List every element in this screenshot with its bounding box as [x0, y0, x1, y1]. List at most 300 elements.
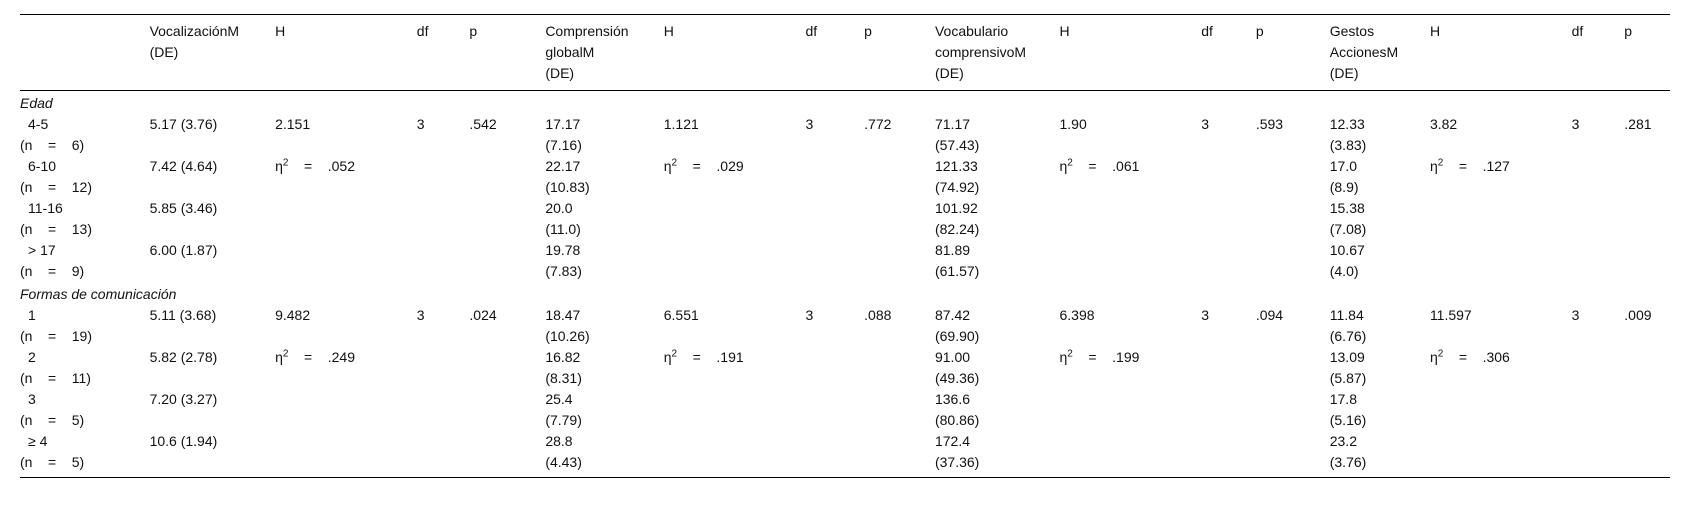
group-label: 1 [28, 307, 36, 323]
empty [150, 368, 276, 389]
column-header: Vocabulario comprensivoM (DE) [934, 23, 1027, 81]
vocalizacion-value: 5.82 (2.78) [149, 349, 218, 365]
empty [864, 410, 935, 431]
vocabulario-mean: 121.33 [934, 158, 978, 174]
empty [469, 135, 545, 156]
comprension-mean: 16.82 [545, 349, 581, 365]
empty [469, 219, 545, 240]
empty [805, 219, 864, 240]
vocalizacion-h: $\eta^2$ = .249 [275, 348, 355, 365]
column-header: p [469, 23, 478, 39]
comprension-sd: (8.31) [545, 370, 582, 386]
vocabulario-df: 3 [1201, 116, 1209, 132]
vocalizacion-p: .024 [469, 307, 497, 323]
comprension-sd: (7.16) [545, 137, 582, 153]
vocalizacion-df [417, 156, 470, 177]
column-header: df [805, 23, 818, 39]
vocalizacion-value: 7.42 (4.64) [149, 158, 218, 174]
comprension-h: 1.121 [663, 116, 699, 132]
empty [805, 368, 864, 389]
empty [1201, 452, 1256, 478]
table-row [20, 135, 1670, 156]
empty [275, 219, 417, 240]
column-header: p [864, 23, 872, 39]
comprension-p [864, 240, 935, 261]
empty [864, 177, 935, 198]
empty [664, 261, 806, 282]
gestos-sd: (3.83) [1329, 137, 1367, 153]
empty [1624, 326, 1670, 347]
empty [1256, 326, 1330, 347]
empty [1572, 177, 1625, 198]
gestos-mean: 10.67 [1329, 242, 1365, 258]
comprension-p [864, 156, 935, 177]
empty [805, 135, 864, 156]
column-header: Comprensión globalM (DE) [545, 23, 629, 81]
column-header [20, 15, 150, 91]
comprension-h [664, 389, 806, 410]
vocalizacion-df [417, 431, 470, 452]
vocalizacion-df [417, 198, 470, 219]
empty [1624, 219, 1670, 240]
group-n: (n = 9) [20, 263, 85, 279]
gestos-sd: (7.08) [1329, 221, 1367, 237]
empty [1430, 452, 1572, 478]
empty [417, 219, 470, 240]
table-row [20, 410, 1670, 431]
table-row [20, 326, 1670, 347]
empty [150, 452, 276, 478]
comprension-mean: 22.17 [545, 158, 581, 174]
empty [275, 326, 417, 347]
empty [1430, 135, 1572, 156]
empty [469, 452, 545, 478]
empty [1572, 326, 1625, 347]
empty [805, 410, 864, 431]
gestos-p [1624, 431, 1670, 452]
table-row [20, 431, 1670, 452]
vocalizacion-h [275, 240, 417, 261]
empty [1430, 177, 1572, 198]
gestos-h: $\eta^2$ = .306 [1429, 348, 1510, 365]
empty [1624, 368, 1670, 389]
empty [275, 410, 417, 431]
empty [150, 410, 276, 431]
gestos-sd: (8.9) [1329, 179, 1359, 195]
vocalizacion-h [275, 389, 417, 410]
empty [469, 410, 545, 431]
gestos-h [1430, 240, 1572, 261]
empty [1256, 410, 1330, 431]
table-row [20, 177, 1670, 198]
column-header: df [1201, 23, 1213, 39]
comprension-df [805, 389, 864, 410]
column-header: p [1624, 23, 1633, 39]
vocabulario-sd: (37.36) [934, 454, 980, 470]
empty [664, 368, 806, 389]
vocabulario-p [1256, 389, 1330, 410]
vocalizacion-h: 2.151 [275, 116, 311, 132]
gestos-h: 11.597 [1429, 307, 1472, 323]
gestos-df: 3 [1571, 307, 1580, 323]
empty [805, 177, 864, 198]
gestos-mean: 11.84 [1329, 307, 1364, 323]
vocabulario-mean: 172.4 [934, 433, 971, 449]
vocabulario-h [1059, 198, 1201, 219]
comprension-df [805, 431, 864, 452]
table-row [20, 305, 1670, 326]
empty [417, 452, 470, 478]
comprension-mean: 18.47 [545, 307, 581, 323]
column-header: H [275, 23, 286, 39]
empty [1256, 135, 1330, 156]
gestos-mean: 13.09 [1329, 349, 1365, 365]
vocabulario-h: 1.90 [1059, 116, 1087, 132]
group-label: 6-10 [28, 158, 57, 174]
vocabulario-mean: 136.6 [934, 391, 971, 407]
group-label: ≥ 4 [28, 433, 48, 449]
empty [469, 326, 545, 347]
vocabulario-mean: 87.42 [934, 307, 971, 323]
empty [469, 177, 545, 198]
gestos-sd: (5.16) [1329, 412, 1367, 428]
empty [275, 135, 417, 156]
column-header: H [1059, 23, 1070, 39]
vocabulario-sd: (69.90) [934, 328, 980, 344]
comprension-p [864, 198, 935, 219]
empty [417, 410, 470, 431]
empty [1572, 452, 1625, 478]
comprension-h [664, 198, 806, 219]
column-header: df [1571, 23, 1584, 39]
empty [864, 326, 935, 347]
section-row [20, 282, 1670, 305]
empty [1256, 177, 1330, 198]
gestos-h [1430, 431, 1572, 452]
vocalizacion-p [469, 198, 545, 219]
vocalizacion-df: 3 [416, 307, 425, 323]
group-n: (n = 5) [20, 412, 85, 428]
empty [1201, 135, 1256, 156]
vocabulario-mean: 101.92 [934, 200, 978, 216]
vocabulario-h: 6.398 [1059, 307, 1095, 323]
gestos-sd: (3.76) [1329, 454, 1367, 470]
empty [1059, 326, 1201, 347]
empty [1430, 368, 1572, 389]
group-n: (n = 11) [20, 370, 91, 386]
gestos-p [1624, 389, 1670, 410]
empty [664, 452, 806, 478]
comprension-h [664, 431, 806, 452]
empty [1059, 261, 1201, 282]
vocalizacion-value: 7.20 (3.27) [149, 391, 218, 407]
comprension-mean: 28.8 [545, 433, 573, 449]
table-row [20, 240, 1670, 261]
empty [1572, 135, 1625, 156]
vocabulario-p [1256, 156, 1330, 177]
empty [1256, 219, 1330, 240]
vocalizacion-value: 5.11 (3.68) [149, 307, 217, 323]
empty [805, 261, 864, 282]
vocalizacion-value: 5.85 (3.46) [149, 200, 218, 216]
empty [864, 135, 935, 156]
gestos-p [1624, 240, 1670, 261]
gestos-h [1430, 389, 1572, 410]
empty [275, 368, 417, 389]
vocabulario-h: $\eta^2$ = .199 [1059, 348, 1140, 365]
empty [1059, 135, 1201, 156]
gestos-mean: 17.8 [1329, 391, 1357, 407]
group-n: (n = 19) [20, 328, 92, 344]
empty [1201, 219, 1256, 240]
empty [1572, 368, 1625, 389]
table-row [20, 368, 1670, 389]
group-label: 2 [28, 349, 36, 365]
empty [1201, 368, 1256, 389]
comprension-sd: (10.26) [545, 328, 590, 344]
column-header: H [1429, 23, 1441, 39]
comprension-sd: (7.79) [545, 412, 582, 428]
table-body [20, 91, 1670, 478]
vocabulario-h: $\eta^2$ = .061 [1059, 157, 1140, 174]
empty [1256, 452, 1330, 478]
empty [469, 261, 545, 282]
vocalizacion-h [275, 431, 417, 452]
table-header [20, 15, 1670, 91]
comprension-p: .088 [864, 307, 892, 323]
vocabulario-sd: (49.36) [934, 370, 980, 386]
section-title: Edad [20, 95, 53, 111]
table-row [20, 347, 1670, 368]
comprension-mean: 20.0 [545, 200, 573, 216]
gestos-mean: 12.33 [1329, 116, 1365, 132]
gestos-df [1572, 198, 1625, 219]
empty [1256, 368, 1330, 389]
column-header: Gestos AccionesM (DE) [1329, 23, 1399, 81]
comprension-mean: 19.78 [545, 242, 581, 258]
comprension-sd: (10.83) [545, 179, 590, 195]
section-title: Formas de comunicación [20, 286, 177, 302]
empty [1430, 261, 1572, 282]
empty [664, 177, 806, 198]
gestos-h: 3.82 [1429, 116, 1458, 132]
gestos-mean: 23.2 [1329, 433, 1357, 449]
gestos-h [1430, 198, 1572, 219]
vocabulario-sd: (74.92) [934, 179, 980, 195]
empty [805, 326, 864, 347]
vocabulario-p [1256, 198, 1330, 219]
empty [1256, 261, 1330, 282]
gestos-df [1572, 156, 1625, 177]
vocabulario-df [1201, 198, 1256, 219]
empty [1430, 410, 1572, 431]
empty [1201, 326, 1256, 347]
comprension-df [805, 156, 864, 177]
group-label: > 17 [28, 242, 56, 258]
empty [417, 135, 470, 156]
vocabulario-sd: (82.24) [934, 221, 980, 237]
group-label: 3 [28, 391, 36, 407]
comprension-sd: (7.83) [545, 263, 582, 279]
comprension-sd: (4.43) [545, 454, 582, 470]
comprension-p: .772 [864, 116, 892, 132]
vocabulario-h [1059, 389, 1201, 410]
vocabulario-p: .094 [1255, 307, 1284, 323]
empty [1572, 410, 1625, 431]
gestos-df [1572, 389, 1625, 410]
gestos-sd: (5.87) [1329, 370, 1367, 386]
comprension-p [864, 389, 935, 410]
comprension-df [805, 347, 864, 368]
vocalizacion-value: 10.6 (1.94) [149, 433, 218, 449]
empty [1059, 219, 1201, 240]
empty [1624, 177, 1670, 198]
gestos-df [1572, 240, 1625, 261]
comprension-df [805, 198, 864, 219]
vocabulario-sd: (57.43) [934, 137, 980, 153]
table-row [20, 114, 1670, 135]
gestos-p [1624, 156, 1670, 177]
group-n: (n = 12) [20, 179, 92, 195]
vocabulario-df [1201, 347, 1256, 368]
header-row [20, 15, 1670, 91]
results-table [20, 14, 1670, 478]
vocabulario-p [1256, 347, 1330, 368]
empty [1059, 368, 1201, 389]
comprension-sd: (11.0) [545, 221, 581, 237]
group-n: (n = 13) [20, 221, 92, 237]
empty [664, 135, 806, 156]
gestos-df: 3 [1571, 116, 1580, 132]
column-header: H [663, 23, 674, 39]
vocabulario-p [1256, 240, 1330, 261]
vocabulario-df [1201, 389, 1256, 410]
vocalizacion-df [417, 389, 470, 410]
comprension-df [805, 240, 864, 261]
vocalizacion-p [469, 431, 545, 452]
empty [1624, 452, 1670, 478]
comprension-df: 3 [805, 116, 814, 132]
vocalizacion-df: 3 [416, 116, 425, 132]
comprension-h: $\eta^2$ = .029 [663, 157, 744, 174]
gestos-mean: 15.38 [1329, 200, 1365, 216]
comprension-h [664, 240, 806, 261]
empty [150, 135, 276, 156]
gestos-p: .009 [1624, 307, 1652, 323]
empty [1059, 452, 1201, 478]
vocalizacion-df [417, 240, 470, 261]
empty [1430, 326, 1572, 347]
comprension-mean: 17.17 [545, 116, 581, 132]
empty [417, 368, 470, 389]
vocalizacion-h: 9.482 [275, 307, 311, 323]
empty [417, 261, 470, 282]
vocalizacion-p [469, 156, 545, 177]
vocabulario-df [1201, 156, 1256, 177]
table-row [20, 389, 1670, 410]
comprension-df: 3 [805, 307, 814, 323]
vocalizacion-value: 6.00 (1.87) [149, 242, 218, 258]
vocalizacion-p [469, 240, 545, 261]
gestos-p: .281 [1624, 116, 1652, 132]
vocabulario-p [1256, 431, 1330, 452]
column-header: VocalizaciónM (DE) [149, 23, 240, 60]
empty [1624, 135, 1670, 156]
vocabulario-h [1059, 431, 1201, 452]
table-row [20, 261, 1670, 282]
empty [864, 261, 935, 282]
vocalizacion-df [417, 347, 470, 368]
empty [864, 219, 935, 240]
gestos-sd: (6.76) [1329, 328, 1367, 344]
vocabulario-df [1201, 431, 1256, 452]
vocabulario-sd: (61.57) [934, 263, 980, 279]
vocabulario-sd: (80.86) [934, 412, 980, 428]
empty [1430, 219, 1572, 240]
gestos-p [1624, 347, 1670, 368]
empty [805, 452, 864, 478]
vocalizacion-p [469, 347, 545, 368]
empty [1201, 261, 1256, 282]
gestos-df [1572, 431, 1625, 452]
comprension-mean: 25.4 [545, 391, 573, 407]
empty [469, 368, 545, 389]
vocabulario-df: 3 [1201, 307, 1209, 323]
empty [664, 410, 806, 431]
empty [1059, 410, 1201, 431]
group-label: 4-5 [28, 116, 49, 132]
comprension-h: 6.551 [663, 307, 699, 323]
empty [864, 452, 935, 478]
table-row [20, 219, 1670, 240]
empty [664, 219, 806, 240]
vocalizacion-h [275, 198, 417, 219]
vocalizacion-h: $\eta^2$ = .052 [275, 157, 355, 174]
empty [150, 326, 276, 347]
empty [417, 326, 470, 347]
vocabulario-df [1201, 240, 1256, 261]
gestos-h: $\eta^2$ = .127 [1429, 157, 1510, 174]
empty [1201, 177, 1256, 198]
gestos-mean: 17.0 [1329, 158, 1357, 174]
empty [275, 452, 417, 478]
empty [275, 261, 417, 282]
comprension-p [864, 347, 935, 368]
vocabulario-mean: 71.17 [934, 116, 971, 132]
empty [1059, 177, 1201, 198]
table-row [20, 198, 1670, 219]
vocalizacion-value: 5.17 (3.76) [149, 116, 218, 132]
vocalizacion-p: .542 [469, 116, 497, 132]
empty [150, 219, 276, 240]
group-n: (n = 5) [20, 454, 85, 470]
empty [1572, 261, 1625, 282]
empty [417, 177, 470, 198]
group-n: (n = 6) [20, 137, 85, 153]
empty [150, 261, 276, 282]
vocabulario-mean: 91.00 [934, 349, 971, 365]
vocabulario-p: .593 [1255, 116, 1284, 132]
gestos-sd: (4.0) [1329, 263, 1359, 279]
vocabulario-mean: 81.89 [934, 242, 971, 258]
vocabulario-h [1059, 240, 1201, 261]
empty [1201, 410, 1256, 431]
comprension-p [864, 431, 935, 452]
gestos-df [1572, 347, 1625, 368]
empty [664, 326, 806, 347]
empty [1624, 261, 1670, 282]
column-header: df [416, 23, 429, 39]
